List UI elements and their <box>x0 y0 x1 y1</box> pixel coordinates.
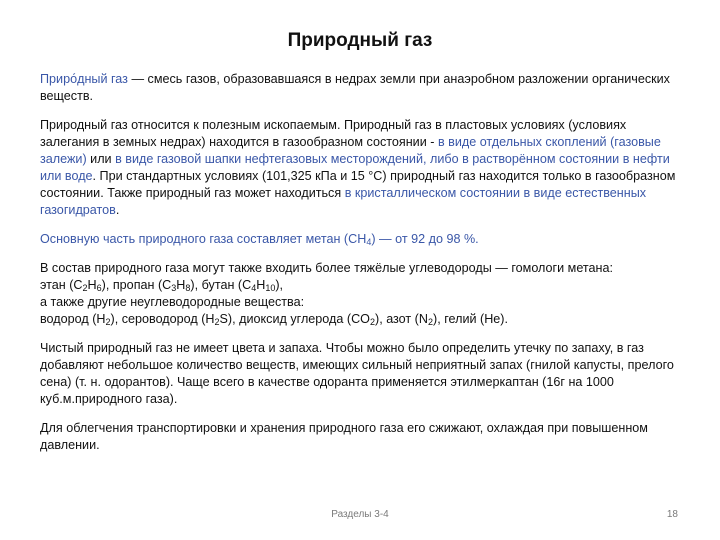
methane-paragraph <box>40 231 680 248</box>
subscript: 10 <box>265 283 276 293</box>
paragraph-text: . При стандартных условиях (101,325 кПа и 15 °C) природный газ находится только в газообразном состоянии. Также природный газ может находиться <box>40 169 676 200</box>
liquefaction-paragraph: Для облегчения транспортировки и хранения природного газа его сжижают, охлаждая при повышенном давлении. <box>40 421 648 452</box>
link-gas-hydrates[interactable]: в кристаллическом состоянии в виде естественных газогидратов <box>40 186 647 217</box>
page-number: 18 <box>666 509 678 520</box>
paragraph-text: Природный газ относится к полезным ископаемым. Природный газ в пластовых условиях (условиях залегания в земных недрах) находится в газообразном состоянии - <box>40 118 627 149</box>
formula-text: ), азот (N <box>375 312 428 326</box>
paragraph-text: Основную часть природного газа составляет метан (CH <box>40 232 367 246</box>
formula-text: H <box>176 278 186 292</box>
subscript: 8 <box>185 283 191 293</box>
composition-text: а также другие неуглеводородные вещества: <box>40 295 305 309</box>
subscript: 2 <box>369 317 375 327</box>
definition-paragraph <box>40 71 680 105</box>
formula-text: H <box>256 278 266 292</box>
link-gas-deposits[interactable]: в виде отдельных скоплений (газовые залежи) <box>40 135 661 166</box>
subscript: 4 <box>366 237 372 247</box>
formula-text: водород (H <box>40 312 106 326</box>
definition-text: — смесь газов, образовавшаяся в недрах земли при анаэробном разложении органических веществ. <box>40 72 670 103</box>
formula-text: ), бутан (C <box>190 278 252 292</box>
subscript: 2 <box>214 317 220 327</box>
formula-text: ), гелий (He). <box>433 312 508 326</box>
subscript: 2 <box>427 317 433 327</box>
composition-paragraph <box>40 260 680 328</box>
slide-content <box>40 71 680 466</box>
link-gas-cap[interactable]: в виде газовой шапки нефтегазовых месторождений, либо в растворённом состоянии в нефти или воде <box>40 152 670 183</box>
term-link[interactable]: Приро́дный газ <box>40 72 128 86</box>
subscript: 2 <box>105 317 111 327</box>
paragraph-text: . <box>115 203 120 217</box>
formula-text: ), <box>275 278 284 292</box>
subscript: 3 <box>171 283 177 293</box>
footer-section: Разделы 3-4 <box>331 509 389 520</box>
state-paragraph <box>40 117 680 219</box>
subscript: 4 <box>251 283 257 293</box>
paragraph-text: или <box>86 152 116 166</box>
formula-text: H <box>87 278 97 292</box>
formula-text: этан (C <box>40 278 83 292</box>
formula-text: ), сероводород (H <box>110 312 215 326</box>
formula-text: S), диоксид углерода (CO <box>219 312 370 326</box>
page-title: Природный газ <box>287 30 433 51</box>
subscript: 6 <box>96 283 102 293</box>
composition-intro: В состав природного газа могут также входить более тяжёлые углеводороды — гомологи метана: <box>40 261 613 275</box>
subscript: 2 <box>82 283 88 293</box>
formula-text: ), пропан (C <box>101 278 172 292</box>
odorant-paragraph: Чистый природный газ не имеет цвета и запаха. Чтобы можно было определить утечку по запаху, в газ добавляют небольшое количество веществ, имеющих сильный неприятный запах (гнилой капусты, прелого сена) (т. н. одорантов). Чаще всего в качестве одоранта применяется этилмеркаптан (16г на 1000 куб.м.природного газа). <box>40 341 674 406</box>
paragraph-text: ) — от 92 до 98 %. <box>371 232 479 246</box>
